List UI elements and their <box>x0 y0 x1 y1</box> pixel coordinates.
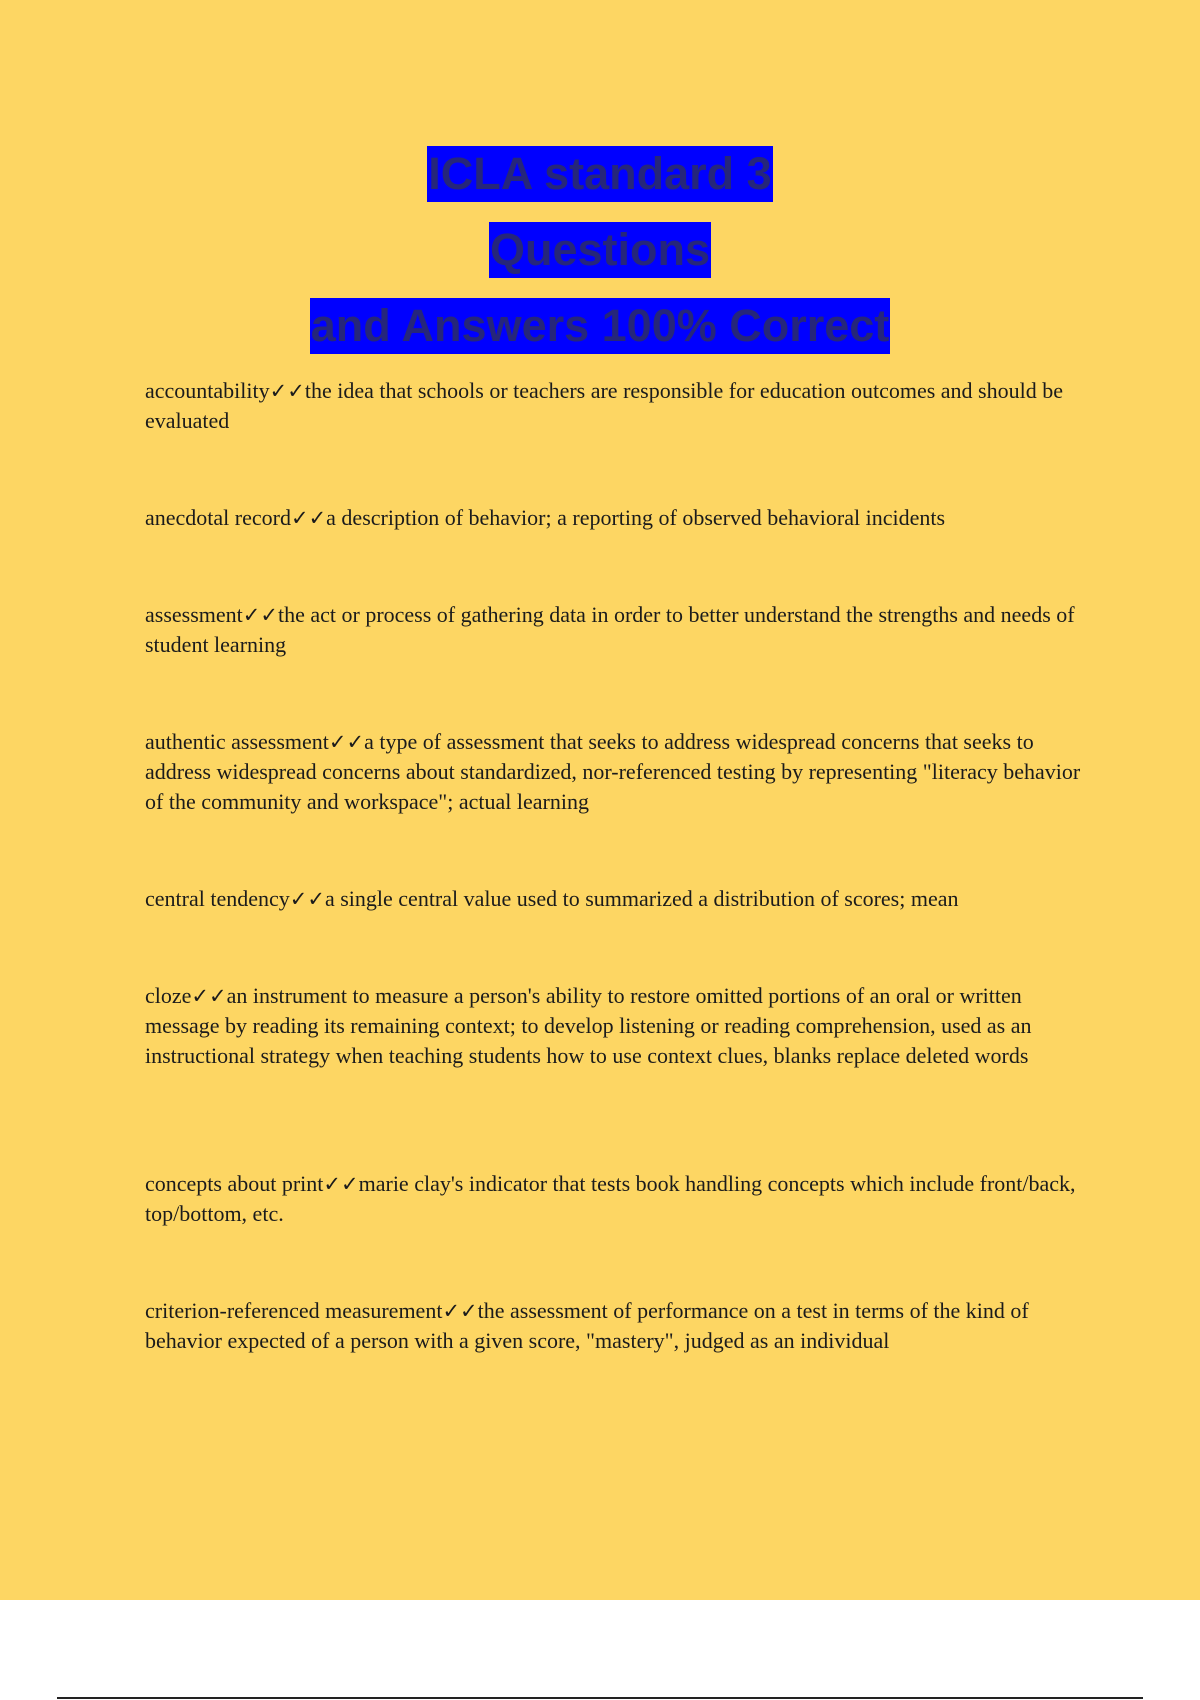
document-title <box>0 146 1200 374</box>
flashcard-entry <box>145 503 945 533</box>
entry-definition: the idea that schools or teachers are responsible for education outcomes and should be evaluated <box>145 378 1063 433</box>
entry-term: accountability <box>145 378 270 403</box>
double-check-icon: ✓✓ <box>290 506 327 530</box>
entry-term: anecdotal record <box>145 505 291 530</box>
footer-divider <box>57 1697 1143 1699</box>
entry-definition: marie clay's indicator that tests book handling concepts which include front/back, top/bottom, etc. <box>145 1171 1076 1226</box>
flashcard-entry <box>145 600 1085 660</box>
entry-definition: a description of behavior; a reporting of observed behavioral incidents <box>326 505 946 530</box>
double-check-icon: ✓✓ <box>289 887 325 911</box>
flashcard-entry <box>145 981 1085 1071</box>
entry-definition: a single central value used to summarized a distribution of scores; mean <box>324 886 959 911</box>
entry-term: central tendency <box>145 886 290 911</box>
double-check-icon: ✓✓ <box>242 603 278 627</box>
flashcard-entry <box>145 884 959 914</box>
double-check-icon: ✓✓ <box>269 379 305 403</box>
entry-definition: the assessment of performance on a test in terms of the kind of behavior expected of a person with a given score, "mastery", judged as an individual <box>145 1298 1029 1353</box>
flashcard-entry <box>145 376 1085 436</box>
entry-term: criterion-referenced measurement <box>145 1298 443 1323</box>
entry-term: concepts about print <box>145 1171 324 1196</box>
entry-definition: a type of assessment that seeks to address widespread concerns that seeks to address widespread concerns about standardized, nor-referenced testing by representing "literacy behavior of the community and workspace"; actual learning <box>145 729 1081 814</box>
flashcard-entry <box>145 727 1085 817</box>
flashcard-entry <box>145 1296 1085 1356</box>
title-line-2-text: Questions <box>489 222 711 278</box>
entry-term: assessment <box>145 602 243 627</box>
title-line-3 <box>0 298 1200 374</box>
double-check-icon: ✓✓ <box>191 984 227 1008</box>
entry-term: cloze <box>145 983 192 1008</box>
title-line-3-text: and Answers 100% Correct <box>310 298 891 354</box>
title-line-1 <box>0 146 1200 222</box>
entry-term: authentic assessment <box>145 729 329 754</box>
entry-definition: the act or process of gathering data in order to better understand the strengths and needs of student learning <box>145 602 1075 657</box>
double-check-icon: ✓✓ <box>442 1299 478 1323</box>
title-line-1-text: ICLA standard 3 <box>427 146 772 202</box>
entry-definition: an instrument to measure a person's ability to restore omitted portions of an oral or written message by reading its remaining context; to develop listening or reading comprehension, used as an instructional strategy when teaching students how to use context clues, blanks replace deleted words <box>145 983 1032 1068</box>
flashcard-entry <box>145 1169 1085 1229</box>
double-check-icon: ✓✓ <box>323 1172 359 1196</box>
double-check-icon: ✓✓ <box>328 730 365 754</box>
title-line-2 <box>0 222 1200 298</box>
